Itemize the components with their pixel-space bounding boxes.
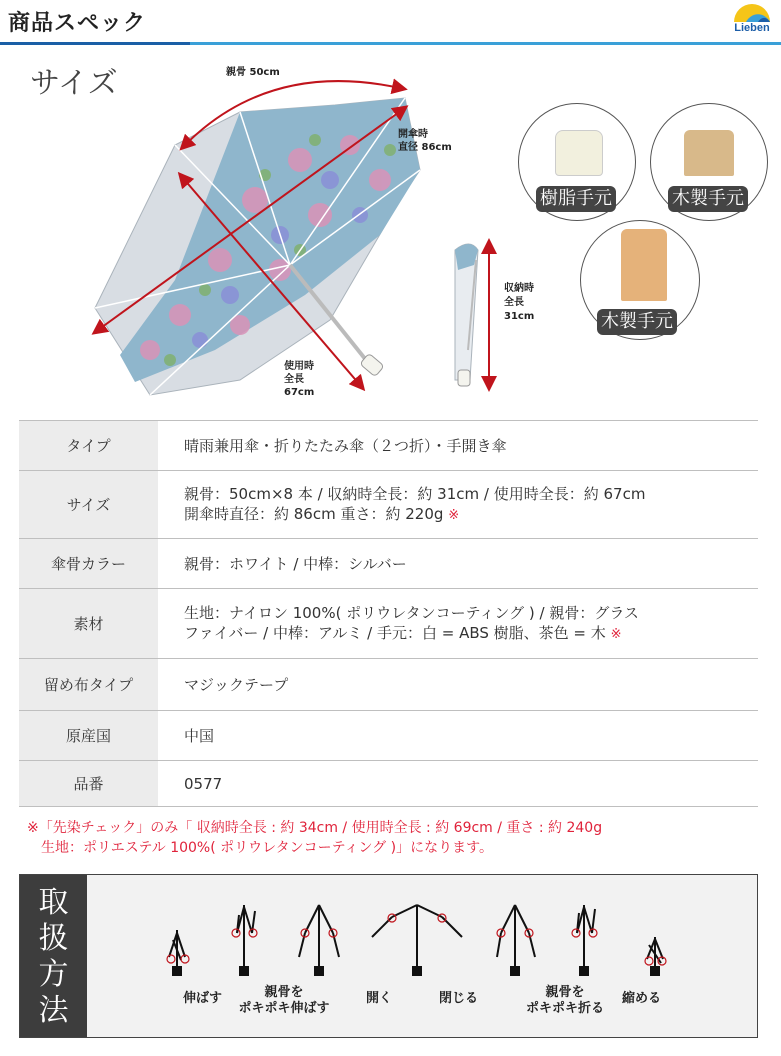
use-length-label-3: 67cm — [284, 387, 315, 398]
use-length-label-2: 全長 — [284, 374, 304, 385]
step-label: 閉じる — [439, 991, 479, 1006]
open-umbrella-illustration — [95, 98, 420, 395]
handle-wood-label-2: 木製手元 — [597, 309, 677, 335]
page-title: 商品スペック — [8, 11, 147, 36]
footnote-line-2: 生地：ポリエステル 100%( ポリウレタンコーティング )」になります。 — [27, 840, 493, 856]
step-fold-figure — [572, 905, 597, 975]
handle-resin-label: 樹脂手元 — [536, 186, 616, 212]
table-row — [19, 659, 758, 711]
spec-value: 生地：ナイロン 100%( ポリウレタンコーティング ) / 親骨：グラス ファイバー / 中棒：アルミ / 手元：白 = ABS 樹脂、茶色 = 木 ※ — [158, 589, 758, 659]
table-row — [19, 711, 758, 761]
rib-length-label: 親骨 50cm — [226, 67, 280, 78]
folded-length-label-1: 収納時 — [504, 283, 534, 294]
spec-key: 品番 — [19, 761, 158, 807]
spec-key: 原産国 — [19, 711, 158, 761]
usage-section — [19, 874, 758, 1038]
step-close-figure — [372, 905, 462, 975]
footnote-line-1: ※「先染チェック」のみ「 収納時全長 : 約 34cm / 使用時全長 : 約 69cm / 重さ : 約 240g — [27, 820, 603, 836]
spec-value: 晴雨兼用傘・折りたたみ傘（２つ折）・手開き傘 — [158, 421, 758, 471]
step-label: 親骨を ポキポキ伸ばす — [238, 985, 330, 1016]
page-header — [0, 0, 781, 46]
open-diameter-label-2: 直径 86cm — [398, 142, 452, 153]
wood-handle-image-1 — [684, 130, 734, 176]
umbrella-logo-icon — [726, 2, 778, 24]
wood-handle-image-2 — [621, 229, 667, 301]
use-length-label-1: 使用時 — [284, 361, 314, 372]
spec-value: 0577 — [158, 761, 758, 807]
spec-key: タイプ — [19, 421, 158, 471]
step-label: 開く — [366, 991, 393, 1006]
spec-key: サイズ — [19, 471, 158, 539]
brand-logo — [726, 2, 778, 40]
step-label: 縮める — [622, 991, 662, 1006]
step-shorten-figure — [645, 937, 666, 975]
resin-handle-image — [555, 130, 603, 176]
spec-key: 留め布タイプ — [19, 659, 158, 711]
usage-title: 取 扱 方 法 — [20, 875, 87, 1037]
folded-length-label-3: 31cm — [504, 311, 535, 322]
note-mark: ※ — [448, 507, 460, 523]
table-row — [19, 421, 758, 471]
step-label: 伸ばす — [183, 991, 223, 1006]
spec-value: 親骨：ホワイト / 中棒：シルバー — [158, 539, 758, 589]
usage-steps — [87, 875, 757, 1037]
step-label: 親骨を ポキポキ折る — [525, 985, 604, 1016]
spec-value: 中国 — [158, 711, 758, 761]
header-underline-accent — [0, 42, 190, 45]
size-section-title: サイズ — [30, 66, 118, 101]
spec-key: 素材 — [19, 589, 158, 659]
note-mark: ※ — [610, 626, 622, 642]
spec-key: 傘骨カラー — [19, 539, 158, 589]
spec-value: マジックテープ — [158, 659, 758, 711]
folded-umbrella-illustration — [455, 244, 478, 386]
footnote — [27, 818, 602, 858]
table-row — [19, 539, 758, 589]
logo-text: Lieben — [734, 22, 770, 34]
folded-length-label-2: 全長 — [504, 297, 524, 308]
spec-value: 親骨：50cm×8 本 / 収納時全長：約 31cm / 使用時全長：約 67cm 開傘時直径：約 86cm 重さ：約 220g ※ — [158, 471, 758, 539]
table-row — [19, 761, 758, 807]
usage-step-figures — [87, 875, 757, 985]
step-rib-extend-figure — [232, 905, 257, 975]
step-rib-fold-figure — [497, 905, 535, 975]
step-extend-figure — [167, 930, 189, 975]
spec-table — [19, 420, 758, 807]
open-diameter-label-1: 開傘時 — [398, 129, 428, 140]
handle-wood-label-1: 木製手元 — [668, 186, 748, 212]
table-row — [19, 471, 758, 539]
table-row — [19, 589, 758, 659]
step-open-figure — [299, 905, 339, 975]
